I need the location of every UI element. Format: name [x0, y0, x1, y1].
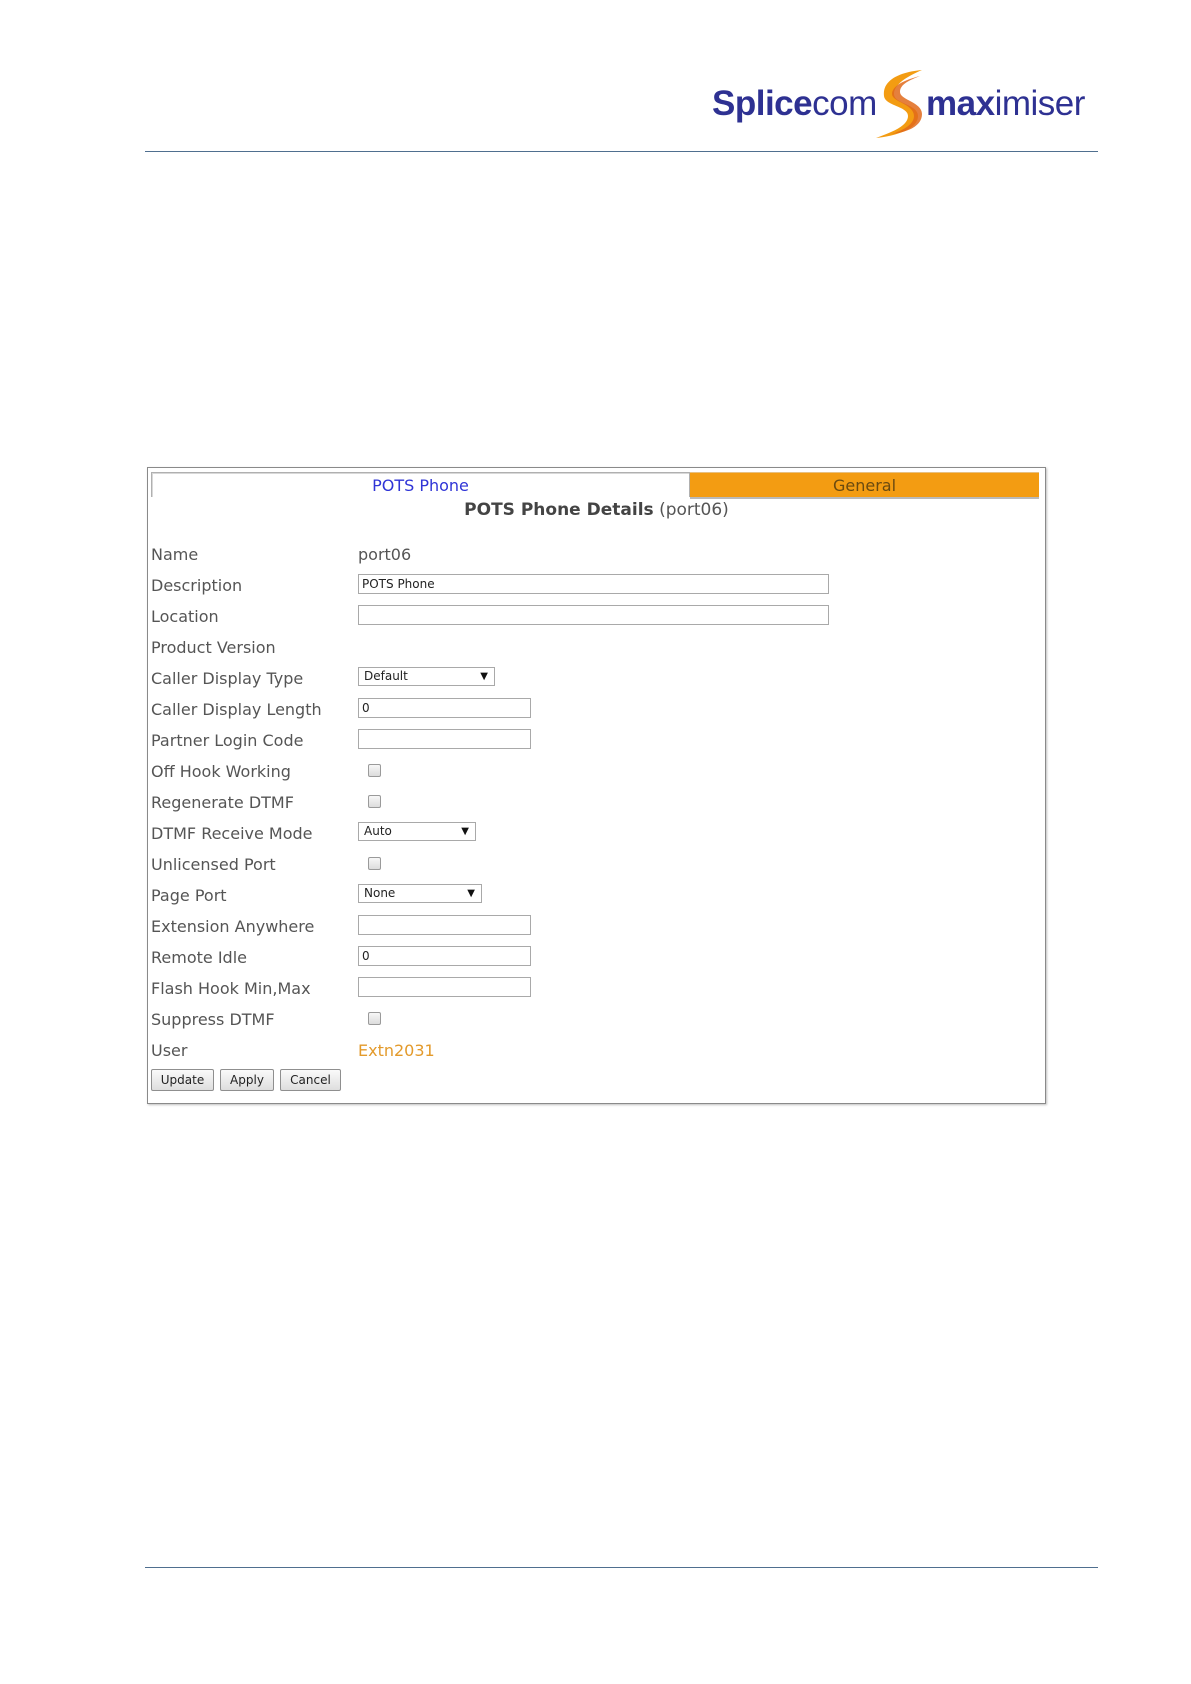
dtmf-receive-mode-select[interactable] [358, 822, 476, 841]
row-suppress-dtmf [151, 1008, 1031, 1032]
dropdown-arrow-icon: ▼ [480, 671, 488, 682]
partner-login-code-input[interactable] [358, 729, 531, 749]
row-extension-anywhere [151, 915, 1031, 939]
user-link[interactable]: Extn2031 [358, 1041, 435, 1060]
row-caller-display-length [151, 698, 1031, 722]
page-port-value: None [364, 886, 396, 900]
row-dtmf-receive-mode [151, 822, 1031, 846]
description-input[interactable]: POTS Phone [358, 574, 829, 594]
page-port-select[interactable] [358, 884, 482, 903]
row-flash-hook [151, 977, 1031, 1001]
row-off-hook-working [151, 760, 1031, 784]
label-suppress-dtmf: Suppress DTMF [151, 1010, 275, 1029]
apply-button[interactable]: Apply [220, 1069, 274, 1091]
row-location [151, 605, 1031, 629]
label-partner-login-code: Partner Login Code [151, 731, 304, 750]
row-description [151, 574, 1031, 598]
row-partner-login-code [151, 729, 1031, 753]
logo-max: max [926, 84, 995, 123]
label-description: Description [151, 576, 243, 595]
value-name: port06 [358, 545, 412, 564]
label-name: Name [151, 545, 199, 564]
row-user [151, 1039, 1031, 1063]
tab-general[interactable]: General [690, 472, 1039, 499]
row-remote-idle [151, 946, 1031, 970]
logo-imiser: imiser [994, 84, 1085, 123]
details-title-port: (port06) [659, 500, 729, 520]
label-extension-anywhere: Extension Anywhere [151, 917, 315, 936]
row-regenerate-dtmf [151, 791, 1031, 815]
logo-com: com [812, 84, 877, 123]
cancel-button[interactable]: Cancel [280, 1069, 341, 1091]
caller-display-type-select[interactable] [358, 667, 495, 686]
splicecom-s-logo-icon [870, 66, 930, 142]
location-input[interactable] [358, 605, 829, 625]
row-caller-display-type [151, 667, 1031, 691]
label-product-version: Product Version [151, 638, 276, 657]
label-flash-hook: Flash Hook Min,Max [151, 979, 311, 998]
caller-display-type-value: Default [364, 669, 408, 683]
label-caller-display-length: Caller Display Length [151, 700, 322, 719]
logo-splicecom-text [712, 84, 877, 124]
row-unlicensed-port [151, 853, 1031, 877]
regenerate-dtmf-checkbox[interactable] [368, 795, 381, 808]
update-button[interactable]: Update [151, 1069, 214, 1091]
off-hook-working-checkbox[interactable] [368, 764, 381, 777]
header-divider [145, 151, 1098, 152]
label-caller-display-type: Caller Display Type [151, 669, 304, 688]
details-title [148, 500, 1045, 520]
flash-hook-input[interactable] [358, 977, 531, 997]
label-unlicensed-port: Unlicensed Port [151, 855, 276, 874]
footer-divider [145, 1567, 1098, 1568]
logo-splice: Splice [712, 84, 813, 123]
label-dtmf-receive-mode: DTMF Receive Mode [151, 824, 313, 843]
dropdown-arrow-icon: ▼ [467, 888, 475, 899]
suppress-dtmf-checkbox[interactable] [368, 1012, 381, 1025]
remote-idle-input[interactable]: 0 [358, 946, 531, 966]
unlicensed-port-checkbox[interactable] [368, 857, 381, 870]
pots-phone-panel [147, 467, 1046, 1104]
dtmf-receive-mode-value: Auto [364, 824, 392, 838]
caller-display-length-input[interactable]: 0 [358, 698, 531, 718]
label-user: User [151, 1041, 188, 1060]
splicecom-maximiser-logo [712, 66, 1092, 142]
dropdown-arrow-icon: ▼ [461, 826, 469, 837]
row-page-port [151, 884, 1031, 908]
row-name [151, 543, 1031, 567]
label-page-port: Page Port [151, 886, 227, 905]
details-title-bold: POTS Phone Details [464, 500, 654, 520]
label-location: Location [151, 607, 219, 626]
row-product-version [151, 636, 1031, 660]
tab-bar [151, 472, 1039, 498]
label-remote-idle: Remote Idle [151, 948, 247, 967]
label-off-hook-working: Off Hook Working [151, 762, 291, 781]
logo-maximiser-text [926, 84, 1085, 124]
label-regenerate-dtmf: Regenerate DTMF [151, 793, 294, 812]
tab-pots-phone[interactable]: POTS Phone [151, 472, 690, 497]
extension-anywhere-input[interactable] [358, 915, 531, 935]
